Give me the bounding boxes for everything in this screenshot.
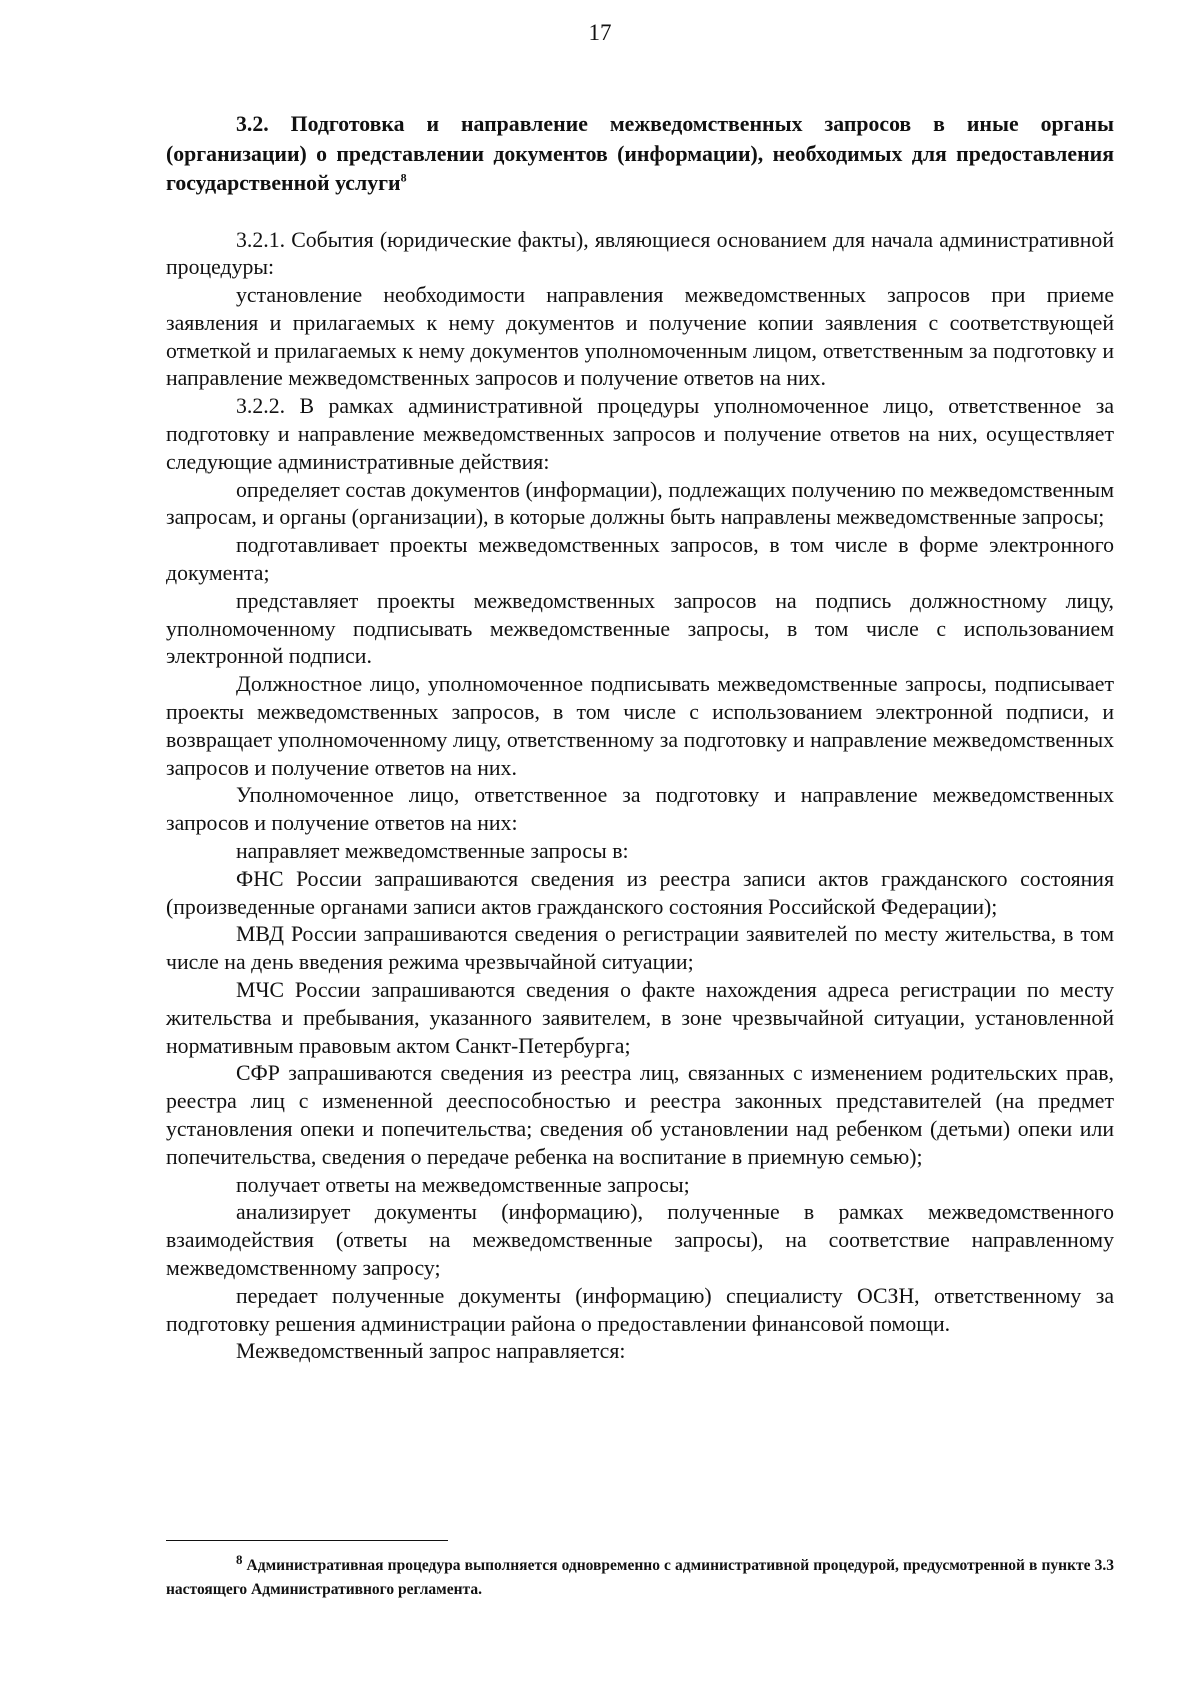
paragraph: направляет межведомственные запросы в: bbox=[236, 839, 629, 864]
paragraph: передает полученные документы (информацию) специалисту ОСЗН, ответственному за подготовку решения администрации района о предоставлении финансовой помощи. bbox=[166, 1283, 1114, 1336]
paragraph: Должностное лицо, уполномоченное подписывать межведомственные запросы, подписывает проекты межведомственных запросов, в том числе с использованием электронной подписи, и возвращает уполномоченному лицу, ответственному за подготовку и направление межведомственных запросов и получение ответов на них. bbox=[166, 672, 1114, 780]
document-body bbox=[166, 110, 1114, 1366]
paragraph-mvd: МВД России запрашиваются сведения о регистрации заявителей по месту жительства, в том числе на день введения режима чрезвычайной ситуации; bbox=[166, 922, 1114, 975]
page-number: 17 bbox=[588, 20, 612, 45]
paragraph: Уполномоченное лицо, ответственное за подготовку и направление межведомственных запросов и получение ответов на них: bbox=[166, 783, 1114, 836]
paragraph: Межведомственный запрос направляется: bbox=[236, 1339, 626, 1364]
footnote-divider bbox=[166, 1540, 448, 1541]
section-heading bbox=[166, 110, 1114, 199]
paragraph: определяет состав документов (информации), подлежащих получению по межведомственным запросам, и органы (организации), в которые должны быть направлены межведомственные запросы; bbox=[166, 477, 1114, 530]
paragraph: представляет проекты межведомственных запросов на подпись должностному лицу, уполномоченному подписывать межведомственные запросы, в том числе с использованием электронной подписи. bbox=[166, 588, 1114, 669]
paragraph-mchs: МЧС России запрашиваются сведения о факте нахождения адреса регистрации по месту жительства и пребывания, указанного заявителем, в зоне чрезвычайной ситуации, установленной нормативным правовым актом Санкт-Петербурга; bbox=[166, 978, 1114, 1058]
paragraph-3-2-2: 3.2.2. В рамках административной процедуры уполномоченное лицо, ответственное за подготовку и направление межведомственных запросов и получение ответов на них, осуществляет следующие административные действия: bbox=[166, 394, 1114, 474]
paragraph-fns: ФНС России запрашиваются сведения из реестра записи актов гражданского состояния (произведенные органами записи актов гражданского состояния Российской Федерации); bbox=[166, 866, 1114, 919]
paragraph-3-2-1: 3.2.1. События (юридические факты), являющиеся основанием для начала административной процедуры: bbox=[166, 227, 1114, 280]
footnote-reference: 8 bbox=[400, 170, 407, 185]
footnote-text: Административная процедура выполняется одновременно с административной процедурой, предусмотренной в пункте 3.3 настоящего Административного регламента. bbox=[166, 1557, 1114, 1599]
footnote-mark: 8 bbox=[236, 1552, 243, 1567]
paragraph: получает ответы на межведомственные запросы; bbox=[236, 1172, 690, 1197]
section-heading-text: 3.2. Подготовка и направление межведомственных запросов в иные органы (организации) о представлении документов (информации), необходимых для предоставления государственной услуги bbox=[166, 112, 1114, 195]
paragraph: подготавливает проекты межведомственных запросов, в том числе в форме электронного документа; bbox=[166, 533, 1114, 586]
footnote bbox=[166, 1548, 1114, 1602]
paragraph: анализирует документы (информацию), полученные в рамках межведомственного взаимодействия (ответы на межведомственные запросы), на соответствие направленному межведомственному запросу; bbox=[166, 1200, 1114, 1280]
paragraph-sfr: СФР запрашиваются сведения из реестра лиц, связанных с изменением родительских прав, реестра лиц с измененной дееспособностью и реестра законных представителей (на предмет установления опеки и попечительства; сведения об установлении над ребенком (детьми) опеки или попечительства, сведения о передаче ребенка на воспитание в приемную семью); bbox=[166, 1061, 1114, 1169]
paragraph: установление необходимости направления межведомственных запросов при приеме заявления и прилагаемых к нему документов и получение копии заявления с соответствующей отметкой и прилагаемых к нему документов уполномоченным лицом, ответственным за подготовку и направление межведомственных запросов и получение ответов на них. bbox=[166, 283, 1114, 391]
